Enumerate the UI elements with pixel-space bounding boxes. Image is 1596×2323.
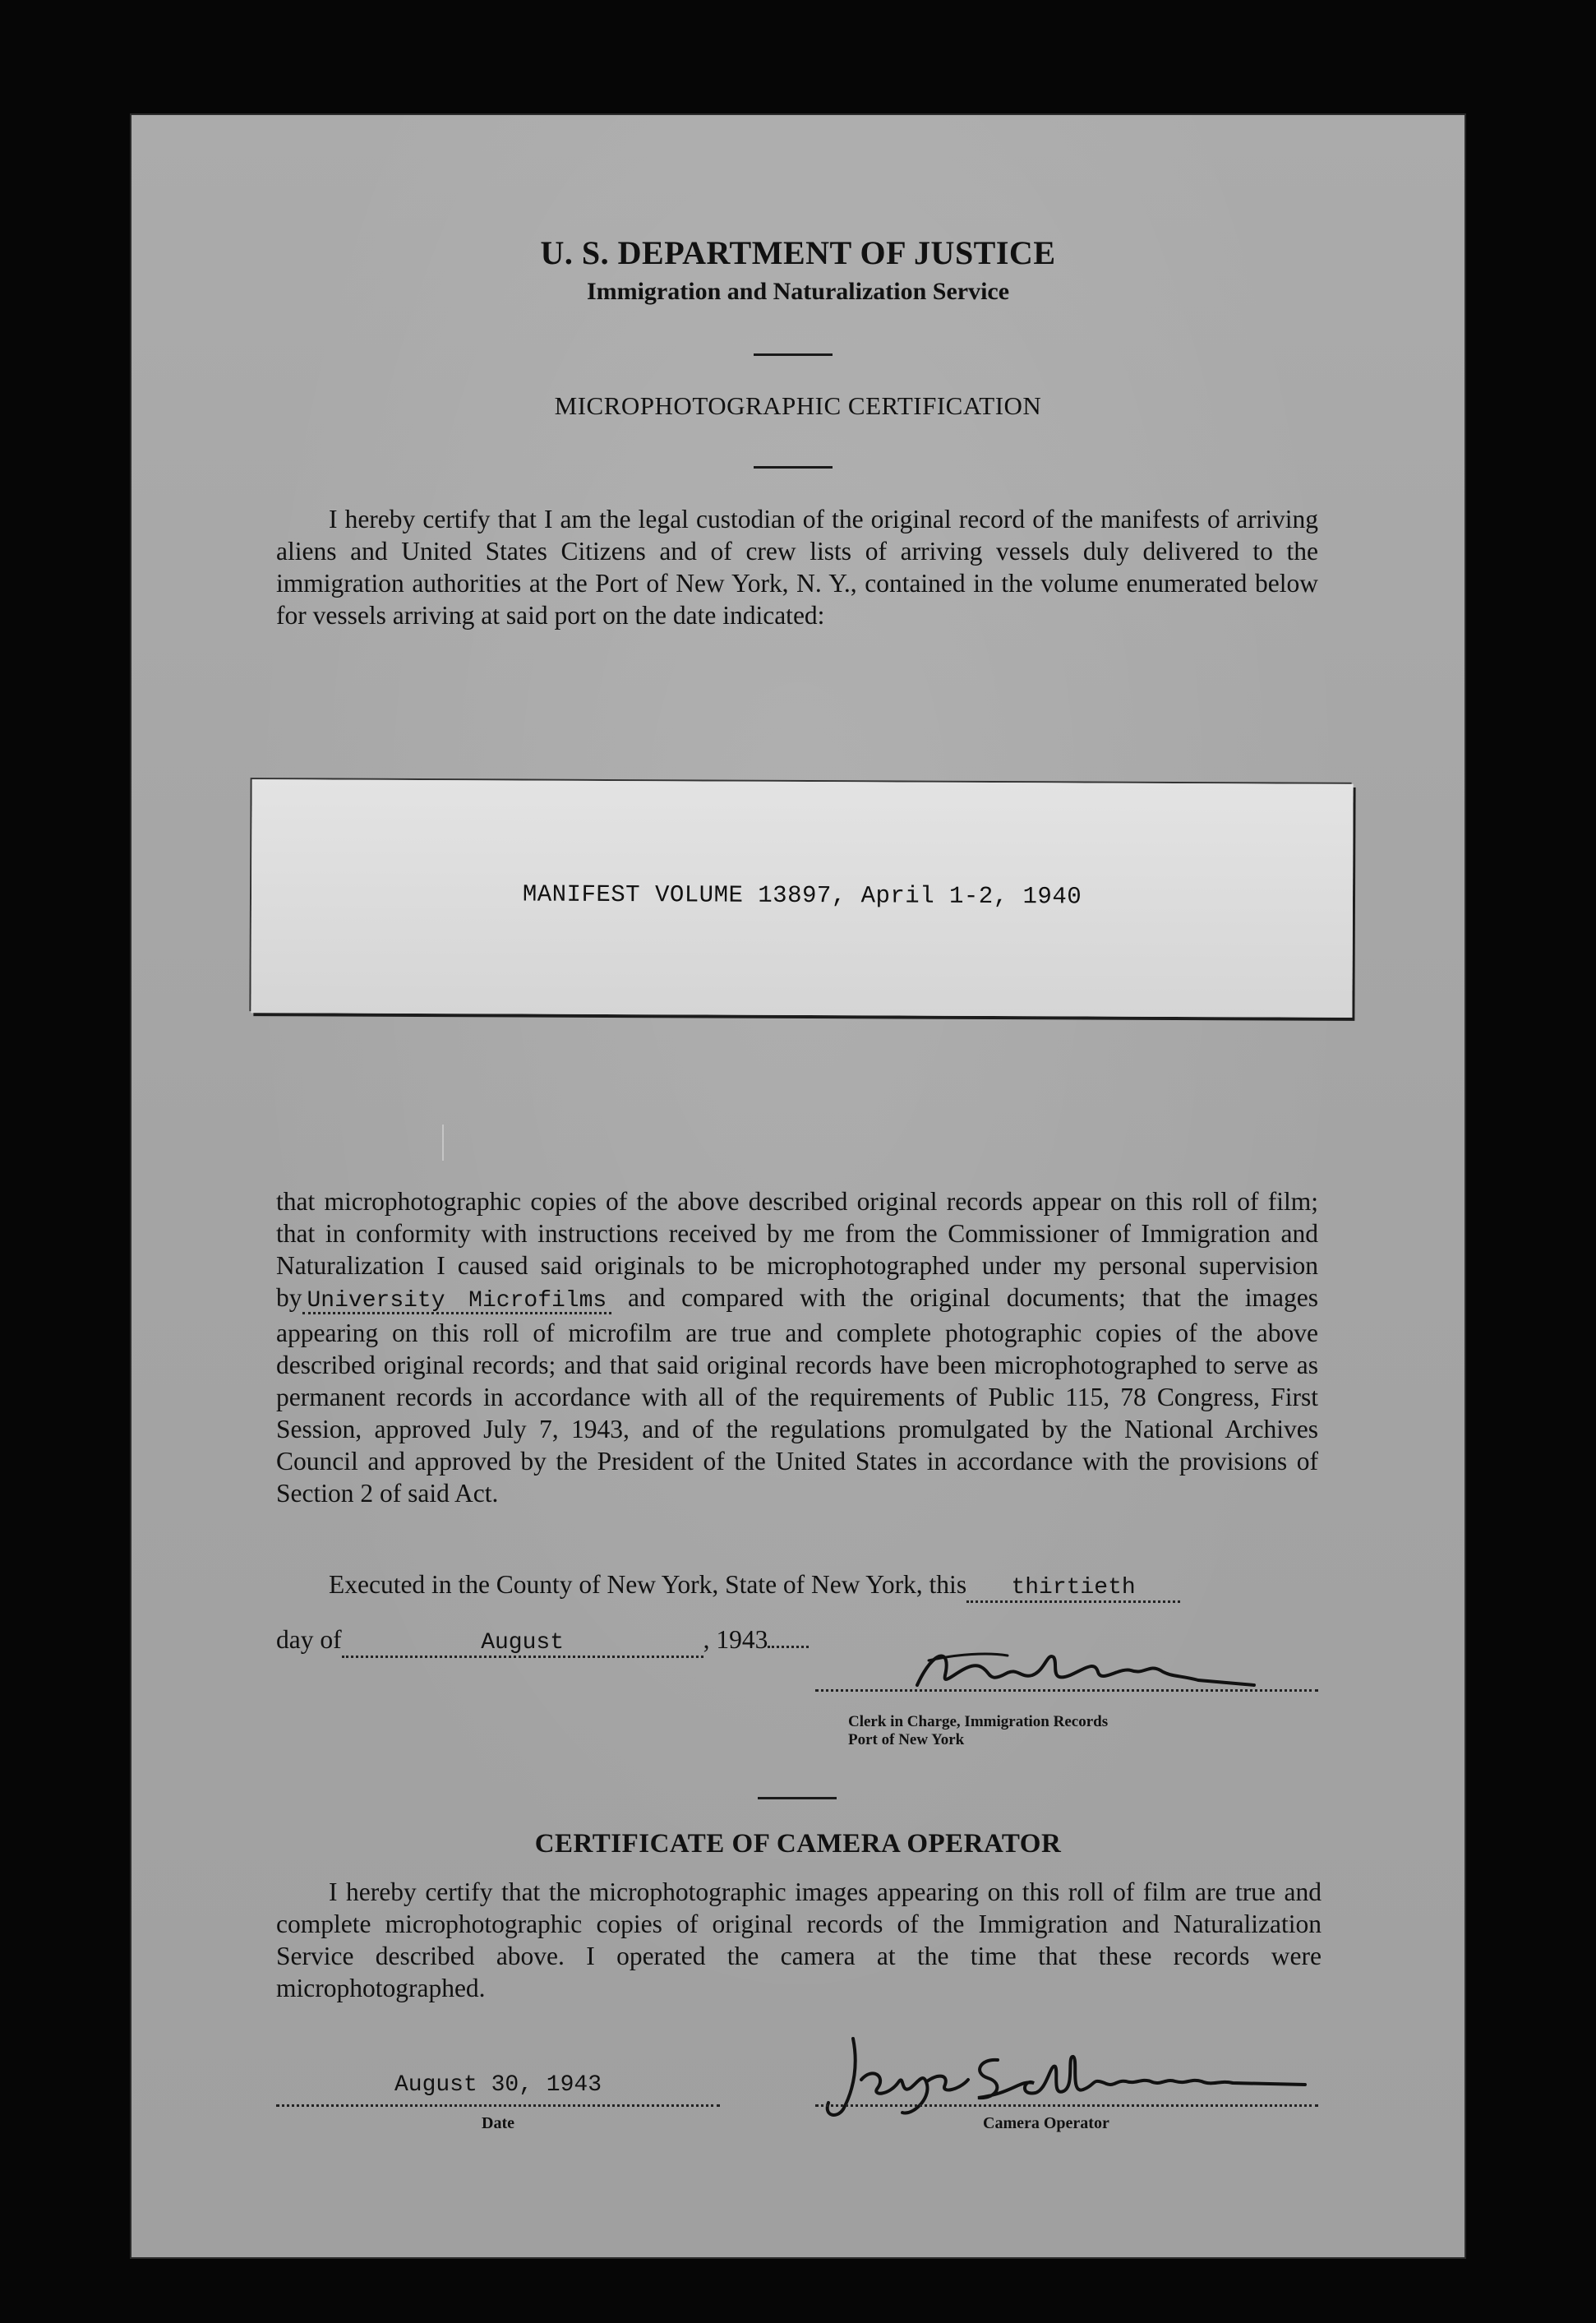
executed-month-value: August bbox=[481, 1630, 565, 1656]
camera-operator-heading: CERTIFICATE OF CAMERA OPERATOR bbox=[534, 1829, 1062, 1859]
operator-date-line bbox=[276, 2104, 720, 2107]
executed-day-field bbox=[966, 1573, 1180, 1603]
camera-operator-label: Camera Operator bbox=[983, 2114, 1109, 2132]
camera-operator-paragraph: I hereby certify that the microphotographic images appearing on this roll of film are true and complete microphotographic copies of original records of the Immigration and Naturalization Service described above. I operated the camera at the time that these records were microphotographed. bbox=[276, 1877, 1322, 2002]
custodian-paragraph: I hereby certify that I am the legal custodian of the original record of the manifests of arriving aliens and United States Citizens and of crew lists of arriving vessels duly delivered to the immigration authorities at the Port of New York, N. Y., contained in the volume enumerated below for vessels arriving at said port on the date indicated: bbox=[276, 505, 1318, 630]
operator-signature-line bbox=[815, 2104, 1318, 2107]
manifest-volume-label: MANIFEST VOLUME 13897, April 1-2, 1940 bbox=[522, 880, 1082, 911]
department-title: U. S. DEPARTMENT OF JUSTICE bbox=[540, 234, 1056, 271]
clerk-title-line1: Clerk in Charge, Immigration Records bbox=[848, 1713, 1109, 1730]
certification-heading: MICROPHOTOGRAPHIC CERTIFICATION bbox=[554, 391, 1042, 420]
manifest-volume-strip bbox=[251, 779, 1353, 1018]
divider-rule bbox=[754, 466, 833, 469]
certification-body-text: that microphotographic copies of the above described original records appear on this roll of film; that in conformity with instructions received by me from the Commissioner of Immigration and Naturalization I caused said originals to be microphotographed under my personal supervision by bbox=[276, 1187, 1318, 1312]
year-dotted-tail bbox=[768, 1646, 809, 1648]
operator-date-label: Date bbox=[482, 2114, 514, 2132]
clerk-title-line2: Port of New York bbox=[848, 1731, 965, 1748]
executed-line bbox=[329, 1568, 1323, 1603]
certification-body-text-continued: and compared with the original documents; that the images appearing on this roll of microfilm are true and complete photographic copies of the above described original records; and that said original records have been microphotographed to serve as permanent records in accordance with all of the requirements of Public 115, 78 Congress, First Session, approved July 7, 1943, and of the regulations promulgated by the National Archives Council and approved by the President of the United States in accordance with the provisions of Section 2 of said Act. bbox=[276, 1283, 1319, 1508]
executed-month-field bbox=[342, 1628, 703, 1658]
clerk-title bbox=[848, 1713, 1108, 1749]
certificate-page bbox=[131, 115, 1465, 2257]
executed-day-value: thirtieth bbox=[1011, 1575, 1136, 1600]
certification-body-paragraph bbox=[276, 1185, 1318, 1509]
paper-crease-mark bbox=[442, 1125, 444, 1161]
clerk-signature bbox=[909, 1642, 1287, 1700]
service-subtitle: Immigration and Naturalization Service bbox=[586, 278, 1010, 305]
supervisor-fill-field bbox=[302, 1283, 612, 1314]
day-of-line bbox=[276, 1623, 1016, 1658]
executed-prefix: Executed in the County of New York, State of New York, this bbox=[329, 1570, 967, 1599]
executed-year: , 1943 bbox=[703, 1625, 768, 1654]
divider-rule bbox=[754, 353, 833, 356]
divider-rule bbox=[758, 1797, 837, 1799]
day-of-prefix: day of bbox=[276, 1625, 342, 1654]
supervisor-value: University Microfilms bbox=[307, 1288, 607, 1314]
operator-signature bbox=[804, 2030, 1330, 2121]
operator-date-value: August 30, 1943 bbox=[394, 2072, 602, 2098]
